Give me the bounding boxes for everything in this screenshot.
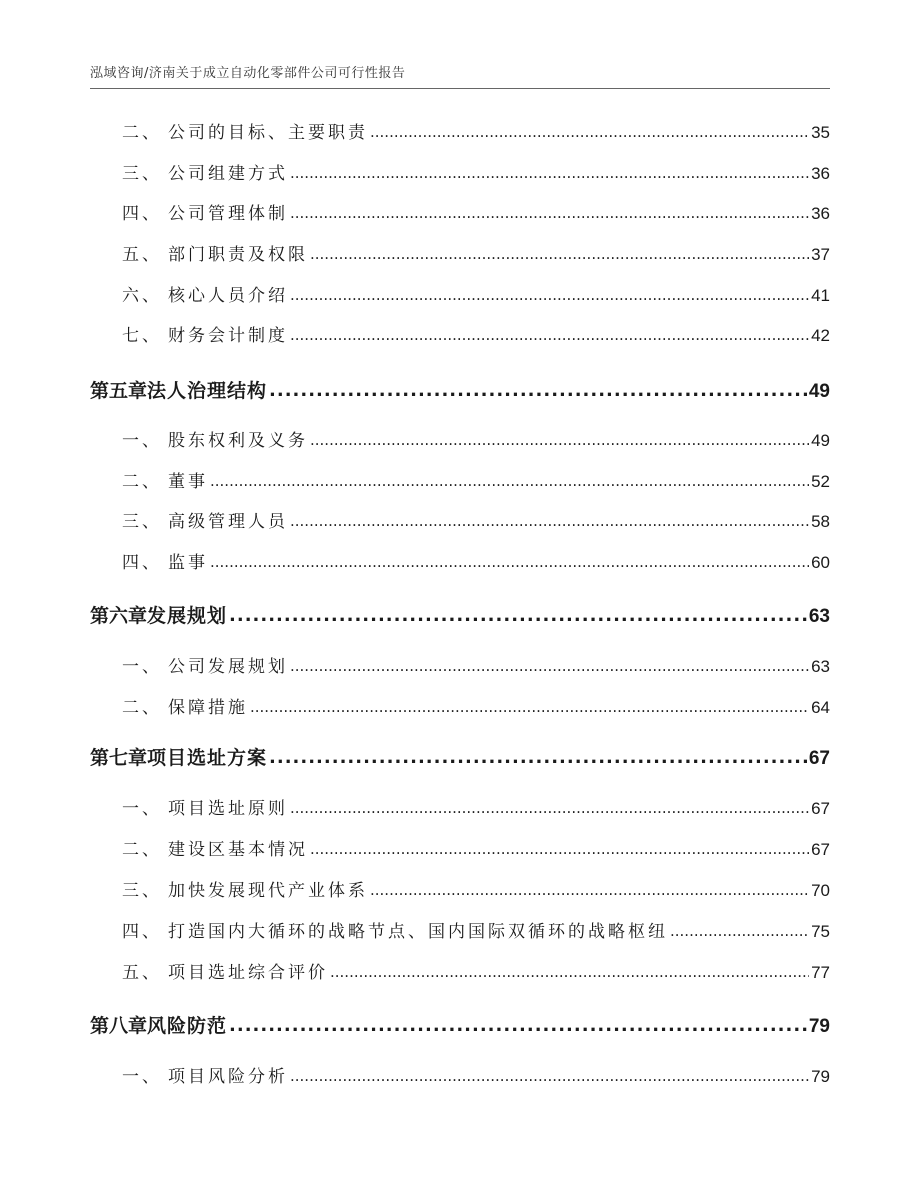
toc-entry-title: 董事 xyxy=(168,472,208,492)
toc-page-number: 77 xyxy=(811,963,830,982)
toc-entry-title: 发展规划 xyxy=(147,605,228,627)
toc-dot-leader xyxy=(290,799,809,817)
toc-entry-title: 部门职责及权限 xyxy=(168,245,308,265)
toc-dot-leader xyxy=(370,123,809,141)
toc-section-entry[interactable] xyxy=(90,835,830,865)
toc-entry-number: 第五章 xyxy=(90,380,148,402)
toc-entry-number: 二、 xyxy=(122,698,162,718)
toc-page-number: 79 xyxy=(811,1067,830,1086)
toc-page-number: 49 xyxy=(808,381,830,402)
toc-entry-number: 四、 xyxy=(122,553,162,573)
toc-entry-number: 四、 xyxy=(122,204,162,224)
toc-dot-leader xyxy=(290,1067,809,1085)
toc-page-number: 67 xyxy=(811,799,830,818)
toc-entry-number: 七、 xyxy=(122,326,162,346)
toc-entry-title: 打造国内大循环的战略节点、国内国际双循环的战略枢纽 xyxy=(168,922,668,942)
toc-entry-number: 三、 xyxy=(122,881,162,901)
toc-entry-number: 三、 xyxy=(122,164,162,184)
toc-section-entry[interactable] xyxy=(90,958,830,988)
toc-entry-number: 四、 xyxy=(122,922,162,942)
toc-dot-leader xyxy=(330,963,809,981)
toc-section-entry[interactable] xyxy=(90,548,830,578)
toc-entry-number: 二、 xyxy=(122,123,162,143)
toc-section-entry[interactable] xyxy=(90,876,830,906)
toc-dot-leader xyxy=(229,1015,807,1036)
toc-section-entry[interactable] xyxy=(90,321,830,351)
toc-page-number: 49 xyxy=(811,431,830,450)
toc-entry-number: 一、 xyxy=(122,431,162,451)
toc-entry-title: 股东权利及义务 xyxy=(168,431,308,451)
toc-entry-number: 三、 xyxy=(122,512,162,532)
toc-dot-leader xyxy=(269,747,807,768)
toc-page-number: 67 xyxy=(811,840,830,859)
toc-entry-number: 一、 xyxy=(122,1067,162,1087)
toc-entry-title: 监事 xyxy=(168,553,208,573)
toc-entry-number: 第七章 xyxy=(90,747,148,769)
toc-page-number: 64 xyxy=(811,698,830,717)
toc-entry-title: 风险防范 xyxy=(147,1015,228,1037)
toc-entry-number: 五、 xyxy=(122,963,162,983)
toc-entry-number: 五、 xyxy=(122,245,162,265)
toc-dot-leader xyxy=(310,840,809,858)
toc-entry-title: 项目风险分析 xyxy=(168,1067,288,1087)
toc-dot-leader xyxy=(229,605,807,626)
toc-entry-number: 六、 xyxy=(122,286,162,306)
toc-dot-leader xyxy=(250,698,809,716)
header-divider xyxy=(90,88,830,89)
toc-section-entry[interactable] xyxy=(90,917,830,947)
toc-entry-number: 二、 xyxy=(122,472,162,492)
toc-dot-leader xyxy=(269,380,807,401)
toc-entry-title: 法人治理结构 xyxy=(147,380,268,402)
toc-page-number: 63 xyxy=(808,606,830,627)
toc-page-number: 67 xyxy=(808,748,830,769)
toc-dot-leader xyxy=(210,553,809,571)
toc-section-entry[interactable] xyxy=(90,240,830,270)
toc-entry-number: 第八章 xyxy=(90,1015,148,1037)
toc-page-number: 52 xyxy=(811,472,830,491)
toc-section-entry[interactable] xyxy=(90,693,830,723)
toc-dot-leader xyxy=(310,245,809,263)
toc-page-number: 36 xyxy=(811,204,830,223)
toc-page-number: 35 xyxy=(811,123,830,142)
toc-entry-title: 保障措施 xyxy=(168,698,248,718)
toc-section-entry[interactable] xyxy=(90,652,830,682)
toc-page-number: 79 xyxy=(808,1016,830,1037)
toc-section-entry[interactable] xyxy=(90,1062,830,1092)
toc-section-entry[interactable] xyxy=(90,467,830,497)
toc-entry-number: 一、 xyxy=(122,799,162,819)
toc-entry-title: 建设区基本情况 xyxy=(168,840,308,860)
toc-chapter-entry[interactable] xyxy=(90,376,830,406)
toc-chapter-entry[interactable] xyxy=(90,601,830,631)
toc-chapter-entry[interactable] xyxy=(90,743,830,773)
toc-dot-leader xyxy=(290,286,809,304)
toc-page-number: 70 xyxy=(811,881,830,900)
toc-section-entry[interactable] xyxy=(90,159,830,189)
toc-chapter-entry[interactable] xyxy=(90,1011,830,1041)
toc-page-number: 60 xyxy=(811,553,830,572)
toc-entry-title: 项目选址原则 xyxy=(168,799,288,819)
toc-dot-leader xyxy=(290,326,809,344)
toc-page-number: 36 xyxy=(811,164,830,183)
toc-section-entry[interactable] xyxy=(90,794,830,824)
toc-section-entry[interactable] xyxy=(90,426,830,456)
toc-page-number: 41 xyxy=(811,286,830,305)
toc-entry-title: 项目选址方案 xyxy=(147,747,268,769)
toc-entry-number: 第六章 xyxy=(90,605,148,627)
toc-entry-number: 一、 xyxy=(122,657,162,677)
toc-page-number: 63 xyxy=(811,657,830,676)
toc-page-number: 75 xyxy=(811,922,830,941)
toc-entry-title: 加快发展现代产业体系 xyxy=(168,881,368,901)
toc-page-number: 58 xyxy=(811,512,830,531)
toc-dot-leader xyxy=(370,881,809,899)
toc-entry-title: 公司组建方式 xyxy=(168,164,288,184)
page-header: 泓域咨询/济南关于成立自动化零部件公司可行性报告 xyxy=(90,66,406,81)
toc-page-number: 37 xyxy=(811,245,830,264)
toc-dot-leader xyxy=(290,657,809,675)
toc-dot-leader xyxy=(290,164,809,182)
toc-dot-leader xyxy=(210,472,809,490)
toc-entry-title: 高级管理人员 xyxy=(168,512,288,532)
toc-dot-leader xyxy=(290,512,809,530)
toc-entry-title: 公司的目标、主要职责 xyxy=(168,123,368,143)
toc-dot-leader xyxy=(310,431,809,449)
toc-section-entry[interactable] xyxy=(90,507,830,537)
toc-section-entry[interactable] xyxy=(90,281,830,311)
toc-entry-number: 二、 xyxy=(122,840,162,860)
toc-entry-title: 公司管理体制 xyxy=(168,204,288,224)
toc-section-entry[interactable] xyxy=(90,199,830,229)
toc-dot-leader xyxy=(290,204,809,222)
toc-page-number: 42 xyxy=(811,326,830,345)
toc-section-entry[interactable] xyxy=(90,118,830,148)
toc-dot-leader xyxy=(670,922,809,940)
toc-entry-title: 财务会计制度 xyxy=(168,326,288,346)
toc-entry-title: 公司发展规划 xyxy=(168,657,288,677)
toc-entry-title: 核心人员介绍 xyxy=(168,286,288,306)
toc-entry-title: 项目选址综合评价 xyxy=(168,963,328,983)
